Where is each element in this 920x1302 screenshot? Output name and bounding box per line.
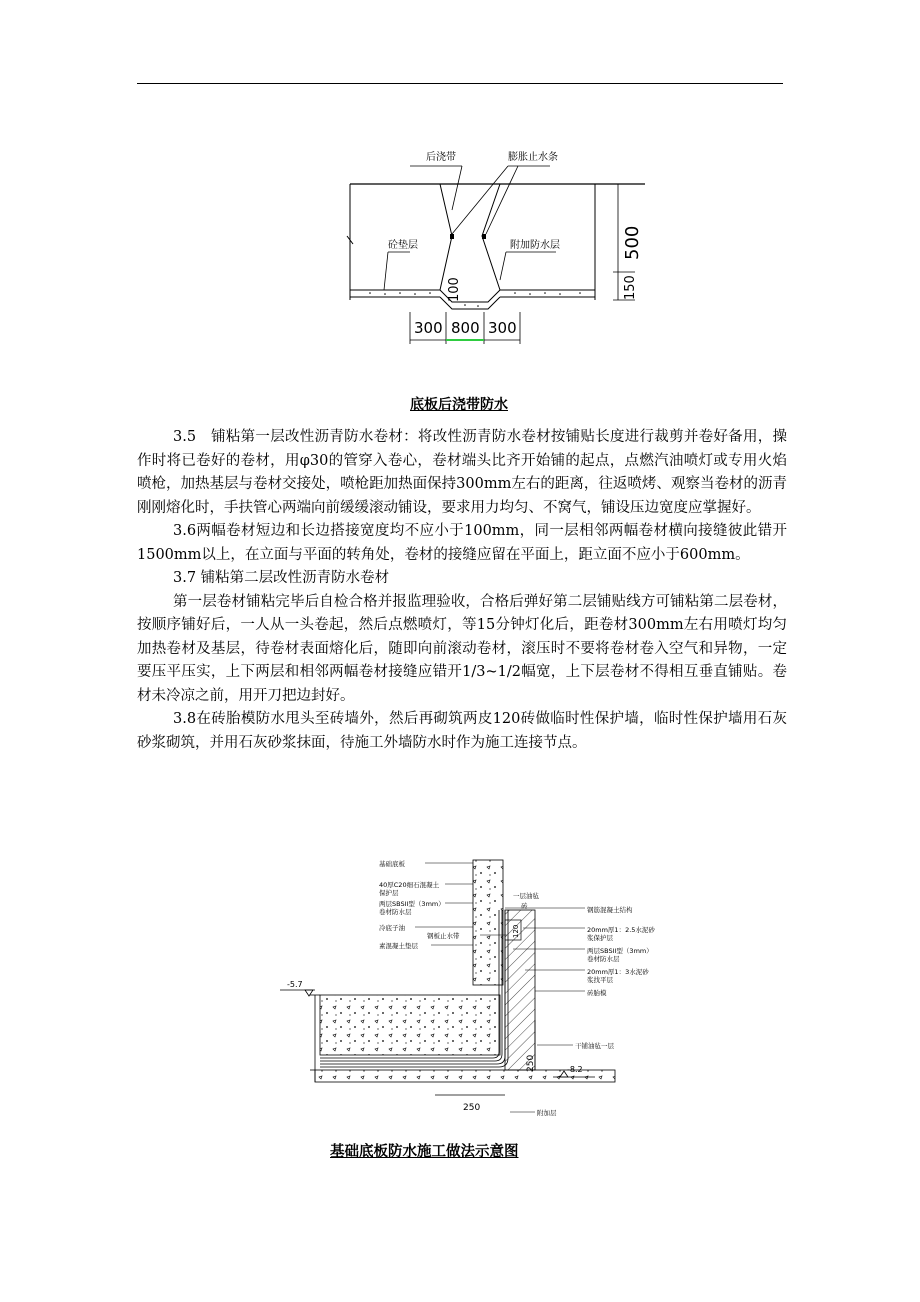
- label-sbs-right-2: 卷材防水层: [587, 955, 620, 963]
- label-rc-structure: 钢筋混凝土结构: [587, 906, 633, 914]
- label-felt-layer: 一层油毡: [513, 892, 539, 900]
- label-mortar-protect-2: 浆保护层: [587, 934, 613, 942]
- dim-500: 500: [622, 225, 643, 260]
- post-pour-strip-diagram: [340, 140, 650, 360]
- header-rule: [137, 83, 783, 84]
- label-sbs-right: 两层SBSII型（3mm）: [587, 947, 653, 955]
- dim-width-right: 300: [488, 319, 517, 337]
- label-plain-concrete: 素混凝土垫层: [379, 942, 418, 950]
- dim-150: 150: [623, 275, 638, 300]
- label-dry-felt: 干铺油毡一层: [575, 1042, 614, 1050]
- figure1-caption: 底板后浇带防水: [410, 397, 508, 413]
- paragraph-3-6: 3.6两幅卷材短边和长边搭接宽度均不应小于100mm，同一层相邻两幅卷材横向接缝彼此错开1500mm以上，在立面与平面的转角处，卷材的接缝应留在平面上，距立面不应小于600mm。: [137, 523, 787, 563]
- dim-120: 120: [512, 924, 520, 938]
- paragraph-3-7-heading: 3.7 铺粘第二层改性沥青防水卷材: [173, 570, 390, 586]
- label-foundation-slab: 基础底板: [379, 860, 405, 868]
- paragraph-3-5: 3.5 铺粘第一层改性沥青防水卷材：将改性沥青防水卷材按铺贴长度进行裁剪并卷好备用，操作时将已卷好的卷材，用φ30的管穿入卷心，卷材端头比齐开始铺的起点，点燃汽油喷灯或专用火焰喷枪，加热基层与卷材交接处，喷枪距加热面保持300mm左右的距离，往返喷烤、观察当卷材的沥青刚刚熔化时，手扶管心两端向前缓缓滚动铺设，要求用力均匀、不窝气，铺设压边宽度应掌握好。: [137, 429, 787, 516]
- label-swelling-waterstop: 膨胀止水条: [508, 152, 558, 163]
- dim-250-vertical: 250: [526, 1054, 536, 1072]
- paragraph-3-8: 3.8在砖胎模防水甩头至砖墙外，然后再砌筑两皮120砖做临时性保护墙，临时性保护墙用石灰砂浆砌筑，并用石灰砂浆抹面，待施工外墙防水时作为施工连接节点。: [137, 711, 787, 751]
- elev-top: -5.7: [287, 980, 303, 989]
- dim-100: 100: [447, 277, 462, 302]
- foundation-slab-waterproofing-diagram: [275, 850, 655, 1125]
- label-additional-waterproof: 附加防水层: [510, 240, 560, 251]
- dim-250-horizontal: 250: [463, 1103, 481, 1113]
- label-sbs-layer: 两层SBSII型（3mm）: [379, 900, 445, 908]
- body-text: [137, 426, 787, 755]
- label-brick-mold: 砖胎模: [587, 989, 607, 997]
- label-mortar-protect: 20mm厚1：2.5水泥砂: [587, 926, 655, 934]
- label-protective-layer: 40厚C20细石混凝土: [379, 881, 440, 889]
- label-concrete-cushion: 砼垫层: [388, 240, 418, 251]
- dim-width-left: 300: [414, 319, 443, 337]
- label-protective-layer-2: 保护层: [379, 889, 399, 897]
- label-brick: 砖: [521, 902, 528, 910]
- label-mortar-level-2: 浆找平层: [587, 976, 613, 984]
- label-additional-layer: 附加层: [537, 1109, 557, 1117]
- label-steel-waterstop: 钢板止水带: [427, 932, 460, 940]
- label-sbs-layer-2: 卷材防水层: [379, 908, 412, 916]
- dim-width-mid: 800: [451, 319, 480, 337]
- elev-bottom: -8.2: [567, 1065, 583, 1074]
- label-mortar-level: 20mm厚1：3水泥砂: [587, 968, 649, 976]
- label-cold-primer: 冷底子油: [379, 924, 405, 932]
- figure2-caption: 基础底板防水施工做法示意图: [330, 1143, 519, 1160]
- label-post-pour-strip: 后浇带: [426, 152, 456, 163]
- paragraph-3-7-body: 第一层卷材铺粘完毕后自检合格并报监理验收，合格后弹好第二层铺贴线方可铺粘第二层卷材，按顺序铺好后，一人从一头卷起，然后点燃喷灯，等15分钟灯化后，距卷材300mm左右用喷灯均匀加热卷材及基层，待卷材表面熔化后，随即向前滚动卷材，滚压时不要将卷材卷入空气和异物，一定要压平压实，上下两层和相邻两幅卷材接缝应错开1/3~1/2幅宽，上下层卷材不得相互垂直铺贴。卷材未冷凉之前，用开刀把边封好。: [137, 593, 787, 704]
